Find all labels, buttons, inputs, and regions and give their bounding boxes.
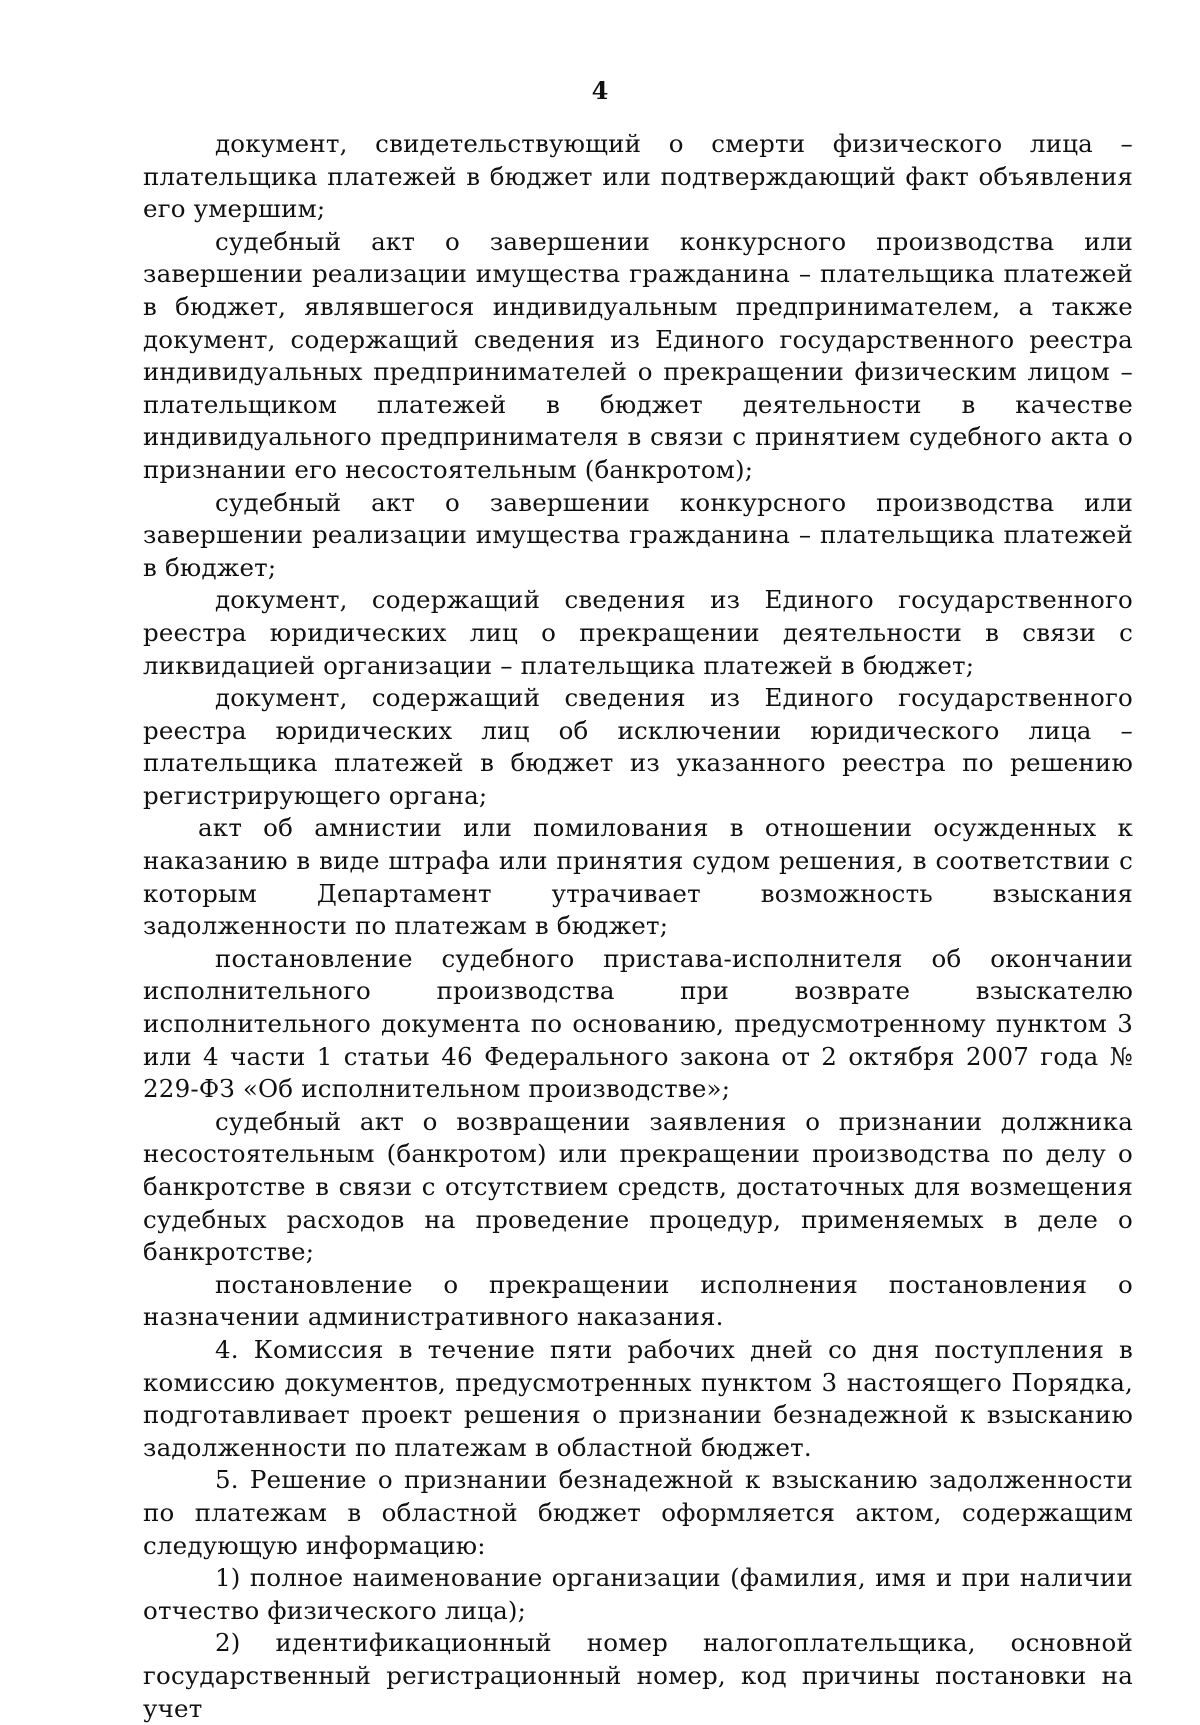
paragraph-death-document: документ, свидетельствующий о смерти физического лица – плательщика платежей в бюджет или подтверждающий факт объявления его умершим; bbox=[143, 129, 1133, 224]
paragraph-item-4-commission: 4. Комиссия в течение пяти рабочих дней со дня поступления в комиссию документов, предусмотренных пунктом 3 настоящего Порядка, подготавливает проект решения о признании безнадежной к взысканию задолженности по платежам в областной бюджет. bbox=[143, 1334, 1133, 1462]
paragraph-administrative-penalty: постановление о прекращении исполнения постановления о назначении административного наказания. bbox=[143, 1269, 1133, 1332]
paragraph-bankruptcy-entrepreneur: судебный акт о завершении конкурсного производства или завершении реализации имущества гражданина – плательщика платежей в бюджет, являвшегося индивидуальным предпринимателем, а также документ, содержащий сведения из Единого государственного реестра индивидуальных предпринимателей о прекращении физическим лицом – плательщиком платежей в бюджет деятельности в качестве индивидуального предпринимателя в связи с принятием судебного акта о признании его несостоятельным (банкротом); bbox=[143, 226, 1133, 484]
paragraph-liquidation: документ, содержащий сведения из Единого государственного реестра юридических лиц о прекращении деятельности в связи с ликвидацией организации – плательщика платежей в бюджет; bbox=[143, 585, 1133, 680]
paragraph-bankruptcy-citizen: судебный акт о завершении конкурсного производства или завершении реализации имущества гражданина – плательщика платежей в бюджет; bbox=[143, 487, 1133, 582]
paragraph-bankruptcy-return: судебный акт о возвращении заявления о признании должника несостоятельным (банкротом) или прекращении производства по делу о банкротстве в связи с отсутствием средств, достаточных для возмещения судебных расходов на проведение процедур, применяемых в деле о банкротстве; bbox=[143, 1106, 1133, 1267]
paragraph-bailiff-resolution: постановление судебного пристава-исполнителя об окончании исполнительного производства при возврате взыскателю исполнительного документа по основанию, предусмотренному пунктом 3 или 4 части 1 статьи 46 Федерального закона от 2 октября 2007 года № 229-ФЗ «Об исполнительном производстве»; bbox=[143, 943, 1133, 1104]
paragraph-subitem-2-identifiers: 2) идентификационный номер налогоплательщика, основной государственный регистрационный номер, код причины постановки на учет bbox=[143, 1628, 1133, 1723]
document-body bbox=[143, 128, 1133, 1725]
paragraph-amnesty: акт об амнистии или помилования в отношении осужденных к наказанию в виде штрафа или принятия судом решения, в соответствии с которым Департамент утрачивает возможность взыскания задолженности по платежам в бюджет; bbox=[143, 813, 1133, 941]
paragraph-subitem-1-name: 1) полное наименование организации (фамилия, имя и при наличии отчество физического лица); bbox=[143, 1563, 1133, 1625]
page-number: 4 bbox=[591, 76, 609, 105]
paragraph-item-5-decision: 5. Решение о признании безнадежной к взысканию задолженности по платежам в областной бюджет оформляется актом, содержащим следующую информацию: bbox=[143, 1465, 1133, 1560]
paragraph-exclusion-from-register: документ, содержащий сведения из Единого государственного реестра юридических лиц об исключении юридического лица – плательщика платежей в бюджет из указанного реестра по решению регистрирующего органа; bbox=[143, 683, 1133, 810]
